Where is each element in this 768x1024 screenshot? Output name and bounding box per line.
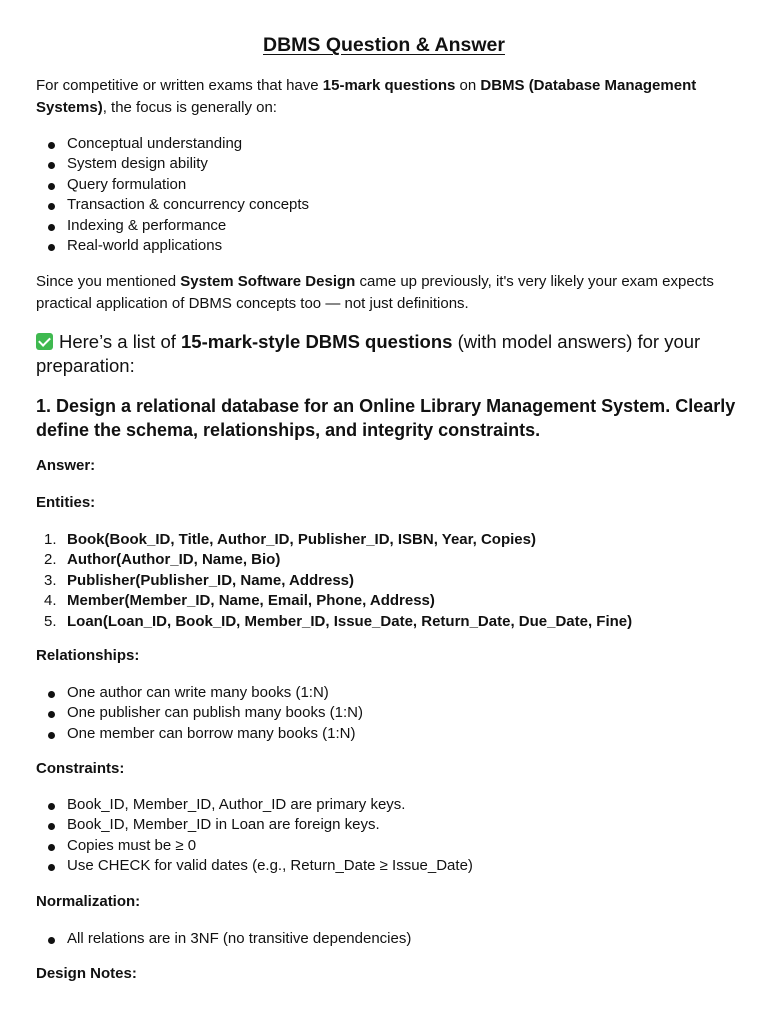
list-item-text: One author can write many books (1:N) xyxy=(67,684,329,701)
list-number: 3. xyxy=(44,571,57,589)
list-item xyxy=(36,856,473,876)
questions-heading xyxy=(36,330,736,378)
list-item-text: Conceptual understanding xyxy=(67,135,243,152)
list-item xyxy=(36,154,309,174)
normalization-list xyxy=(36,929,411,949)
list-item xyxy=(36,236,309,256)
entities-list xyxy=(36,530,632,632)
context-paragraph xyxy=(36,271,736,315)
list-number: 4. xyxy=(44,592,57,610)
entity-text: Author(Author_ID, Name, Bio) xyxy=(67,551,281,569)
bullet-icon xyxy=(48,844,55,851)
list-item xyxy=(36,815,473,835)
list-item xyxy=(36,724,363,744)
list-item-text: One member can borrow many books (1:N) xyxy=(67,724,356,742)
bullet-icon xyxy=(48,937,55,944)
list-item xyxy=(36,836,473,856)
list-item-text: Indexing & performance xyxy=(67,216,227,234)
intro-text-3: , the focus is generally on: xyxy=(102,99,277,116)
list-item-text: All relations are in 3NF (no transitive dependencies) xyxy=(67,930,412,947)
list-number: 5. xyxy=(44,612,57,630)
bullet-icon xyxy=(48,711,55,718)
heading-text-1: Here’s a list of xyxy=(59,331,182,352)
entity-text: Publisher(Publisher_ID, Name, Address) xyxy=(67,571,355,589)
list-item xyxy=(36,175,309,195)
entity-text: Loan(Loan_ID, Book_ID, Member_ID, Issue_Date, Return_Date, Due_Date, Fine) xyxy=(67,612,633,630)
bullet-icon xyxy=(48,803,55,810)
list-item xyxy=(36,795,473,815)
focus-list xyxy=(36,134,309,256)
list-item xyxy=(36,195,309,215)
question-1-heading: 1. Design a relational database for an Online Library Management System. Clearly define the schema, relationships, and integrity constraints. xyxy=(36,396,736,440)
bullet-icon xyxy=(48,203,55,210)
normalization-label: Normalization: xyxy=(36,893,141,910)
bullet-icon xyxy=(48,691,55,698)
context-text-2: came up previously, it's very likely your exam expects practical application of DBMS concepts too — not just definitions. xyxy=(36,273,714,312)
list-item xyxy=(36,530,632,550)
list-item xyxy=(36,591,632,611)
entities-label: Entities: xyxy=(36,494,96,511)
page-title: DBMS Question & Answer xyxy=(263,34,505,56)
list-number: 1. xyxy=(44,531,57,548)
heading-bold-1: 15-mark-style DBMS questions xyxy=(181,331,453,352)
list-item-text: Transaction & concurrency concepts xyxy=(67,196,310,214)
bullet-icon xyxy=(48,244,55,251)
bullet-icon xyxy=(48,142,55,149)
context-text-1: Since you mentioned xyxy=(36,273,181,290)
context-bold-1: System Software Design xyxy=(180,273,356,290)
entity-text: Book(Book_ID, Title, Author_ID, Publisher_ID, ISBN, Year, Copies) xyxy=(67,531,536,548)
relationships-list xyxy=(36,683,363,744)
list-item xyxy=(36,929,411,949)
list-item-text: Real-world applications xyxy=(67,236,223,254)
bullet-icon xyxy=(48,732,55,739)
bullet-icon xyxy=(48,823,55,830)
list-item xyxy=(36,134,309,154)
list-item-text: System design ability xyxy=(67,155,208,173)
entity-text: Member(Member_ID, Name, Email, Phone, Address) xyxy=(67,592,435,610)
constraints-label: Constraints: xyxy=(36,760,125,777)
list-item xyxy=(36,683,363,703)
design-notes-label: Design Notes: xyxy=(36,965,137,982)
list-item-text: Copies must be ≥ 0 xyxy=(67,836,197,854)
bullet-icon xyxy=(48,183,55,190)
constraints-list xyxy=(36,795,473,877)
intro-text-1: For competitive or written exams that have xyxy=(36,77,323,94)
list-item-text: One publisher can publish many books (1:N) xyxy=(67,704,363,722)
list-item xyxy=(36,703,363,723)
list-item xyxy=(36,571,632,591)
list-item-text: Query formulation xyxy=(67,175,187,193)
list-item-text: Book_ID, Member_ID, Author_ID are primary keys. xyxy=(67,796,406,813)
bullet-icon xyxy=(48,864,55,871)
intro-bold-2: DBMS (Database Management Systems) xyxy=(36,77,697,116)
bullet-icon xyxy=(48,224,55,231)
intro-bold-1: 15-mark questions xyxy=(322,77,456,94)
list-item xyxy=(36,216,309,236)
list-item xyxy=(36,550,632,570)
bullet-icon xyxy=(48,162,55,169)
check-mark-icon xyxy=(36,333,53,350)
intro-paragraph xyxy=(36,75,736,119)
relationships-label: Relationships: xyxy=(36,647,140,664)
list-item xyxy=(36,612,632,632)
list-number: 2. xyxy=(44,551,57,569)
intro-text-2: on xyxy=(455,77,481,94)
heading-text-2: (with model answers) for your preparation: xyxy=(36,331,701,376)
list-item-text: Use CHECK for valid dates (e.g., Return_Date ≥ Issue_Date) xyxy=(67,857,473,875)
list-item-text: Book_ID, Member_ID in Loan are foreign keys. xyxy=(67,816,380,834)
answer-label: Answer: xyxy=(36,457,96,474)
